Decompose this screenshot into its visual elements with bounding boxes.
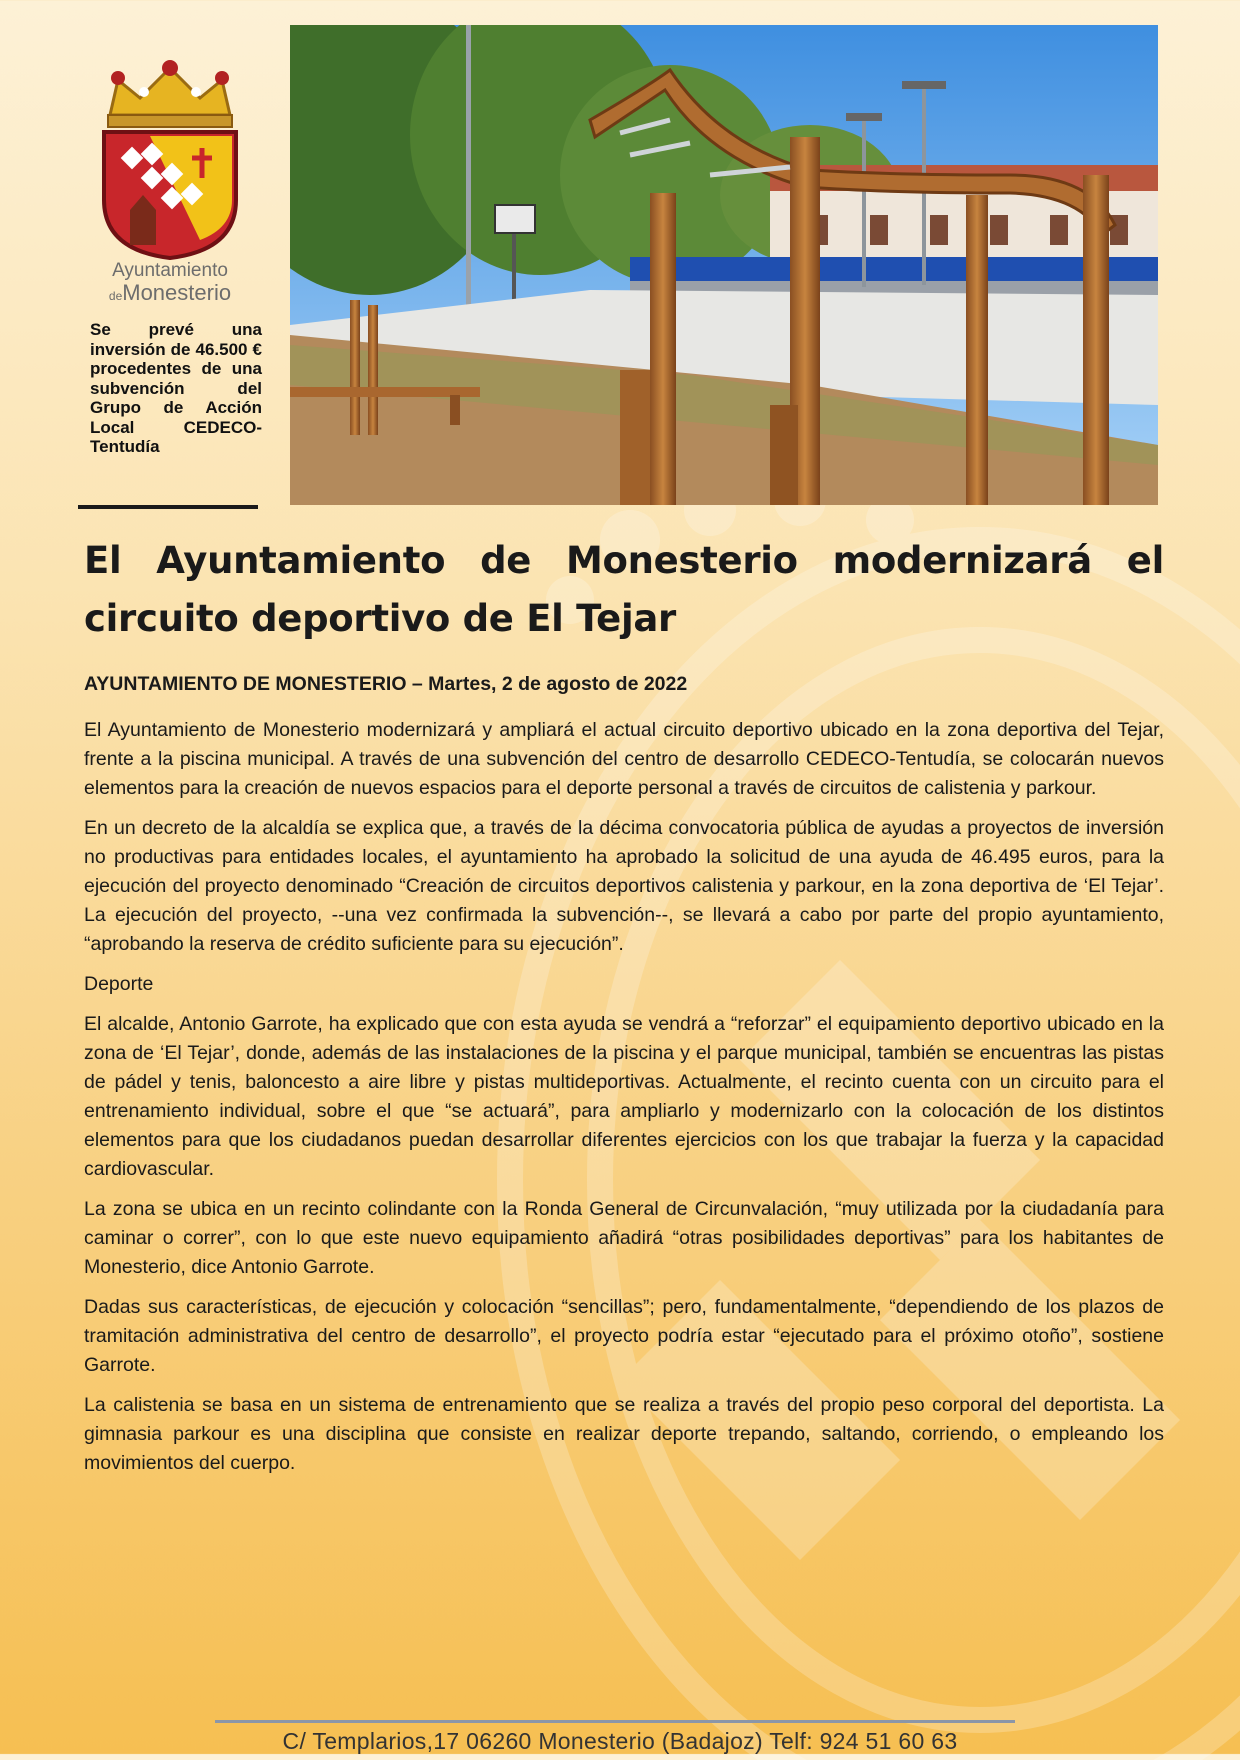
coat-of-arms-icon: [90, 60, 250, 260]
footer-divider: [215, 1720, 1015, 1723]
body-paragraph: La zona se ubica en un recinto colindante con la Ronda General de Circunvalación, “muy utilizada por la ciudadanía para caminar o correr”, con lo que este nuevo equipamiento añadirá “otras posibilidades deportivas” para los habitantes de Monesterio, dice Antonio Garrote.: [84, 1198, 1164, 1278]
outdoor-gym-photo-icon: [290, 25, 1158, 505]
body-paragraph: Dadas sus características, de ejecución y colocación “sencillas”; pero, fundamentalmente, “dependiendo de los plazos de tramitación administrativa del centro de desarrollo”, el proyecto podría estar “ejecutado para el próximo otoño”, sostiene Garrote.: [84, 1296, 1164, 1376]
footer-address: C/ Templarios,17 06260 Monesterio (Badajoz) Telf: 924 51 60 63: [282, 1728, 958, 1754]
body-paragraph: La calistenia se basa en un sistema de entrenamiento que se realiza a través del propio peso corporal del deportista. La gimnasia parkour es una disciplina que consiste en realizar deporte trepando, saltando, corriendo, o empleando los movimientos del cuerpo.: [84, 1394, 1164, 1474]
logo-line1: Ayuntamiento: [112, 260, 228, 281]
section-heading: Deporte: [84, 973, 154, 995]
sidebar-summary: Se prevé una inversión de 46.500 € procedentes de una subvención del Grupo de Acción Local CEDECO-Tentudía: [90, 320, 262, 456]
body-paragraph: El Ayuntamiento de Monesterio modernizará y ampliará el actual circuito deportivo ubicado en la zona deportiva del Tejar, frente a la piscina municipal. A través de una subvención del centro de desarrollo CEDECO-Tentudía, se colocarán nuevos elementos para la creación de nuevos espacios para el deporte personal a través de circuitos de calistenia y parkour.: [84, 719, 1164, 799]
article-headline: El Ayuntamiento de Monesterio modernizará el circuito deportivo de El Tejar: [84, 539, 1164, 640]
logo-line2-prefix: de: [108, 289, 123, 303]
article-photo: [290, 25, 1158, 505]
logo-line2: Monesterio: [122, 280, 232, 305]
logo-wordmark: [90, 260, 250, 307]
municipal-logo: [90, 60, 250, 305]
body-paragraph: En un decreto de la alcaldía se explica que, a través de la décima convocatoria pública de ayudas a proyectos de inversión no productivas para entidades locales, el ayuntamiento ha aprobado la solicitud de una ayuda de 46.495 euros, para la ejecución del proyecto denominado “Creación de circuitos deportivos calistenia y parkour, en la zona deportiva de ‘El Tejar’. La ejecución del proyecto, --una vez confirmada la subvención--, se llevará a cabo por parte del propio ayuntamiento, “aprobando la reserva de crédito suficiente para su ejecución”.: [84, 817, 1164, 955]
article-body: [84, 716, 1164, 1489]
sidebar-divider: [78, 505, 258, 509]
article-byline: AYUNTAMIENTO DE MONESTERIO – Martes, 2 de agosto de 2022: [84, 673, 688, 695]
body-paragraph: El alcalde, Antonio Garrote, ha explicado que con esta ayuda se vendrá a “reforzar” el equipamiento deportivo ubicado en la zona de ‘El Tejar’, donde, además de las instalaciones de la piscina y el parque municipal, también se encuentras las pistas de pádel y tenis, baloncesto a aire libre y pistas multideportivas. Actualmente, el recinto cuenta con un circuito para el entrenamiento individual, sobre el que “se actuará”, para ampliarlo y modernizarlo con la colocación de los distintos elementos para que los ciudadanos puedan desarrollar diferentes ejercicios con los que trabajar la fuerza y la capacidad cardiovascular.: [84, 1013, 1164, 1180]
